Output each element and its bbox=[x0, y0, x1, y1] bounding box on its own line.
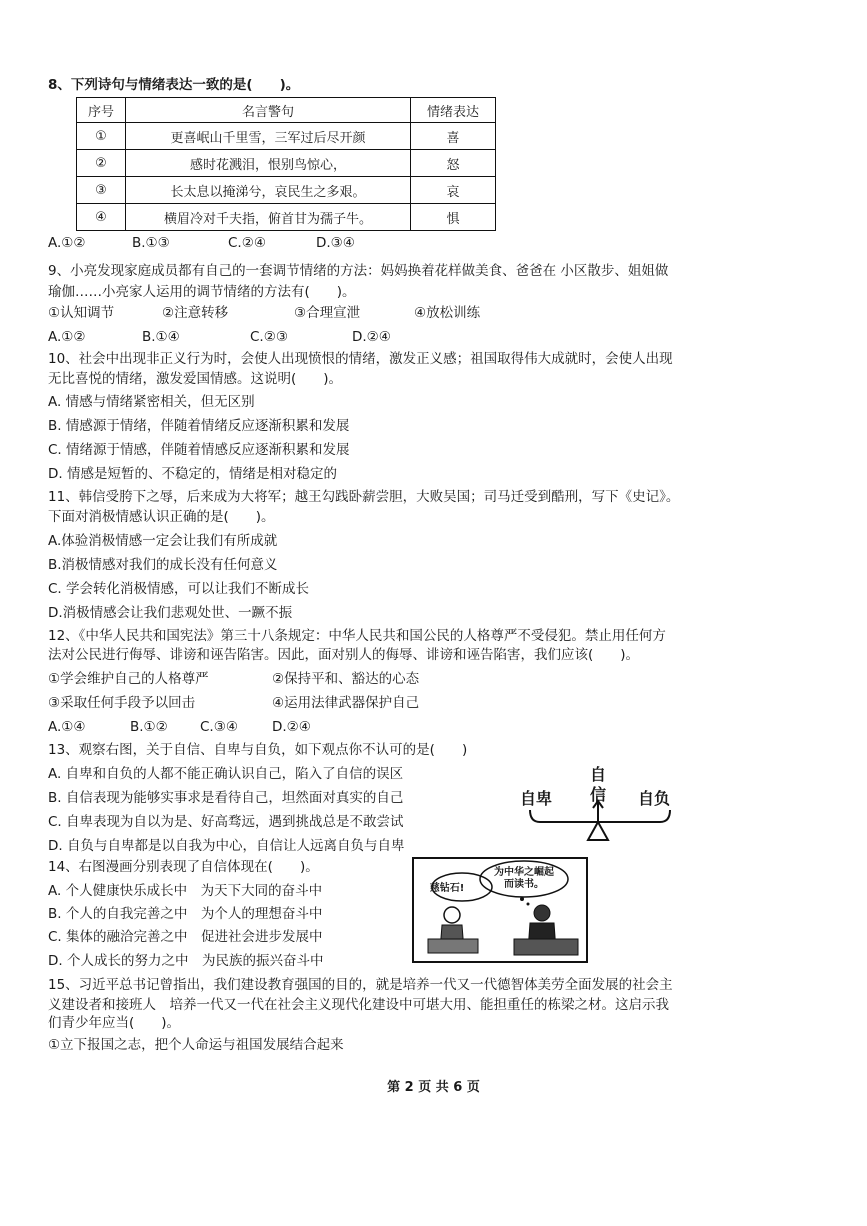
figure-label-left: 自卑 bbox=[520, 789, 553, 808]
table-header-row bbox=[77, 98, 496, 123]
table-cell: 更喜岷山千里雪，三军过后尽开颜 bbox=[126, 123, 411, 150]
table-header: 名言警句 bbox=[126, 98, 411, 123]
table-cell: 哀 bbox=[411, 177, 496, 204]
balance-scale-icon bbox=[520, 758, 700, 848]
question-9-stem: 9、小亮发现家庭成员都有自己的一套调节情绪的方法：妈妈换着花样做美食、爸爸在 小区散步、姐姐做 bbox=[48, 263, 669, 279]
table-cell: 怒 bbox=[411, 150, 496, 177]
table-cell: 惧 bbox=[411, 204, 496, 231]
comic-left-bubble: 慈钻石! bbox=[429, 883, 465, 894]
comic-drawing bbox=[414, 859, 586, 961]
table-cell: ① bbox=[77, 123, 126, 150]
page-footer: 第 2 页 共 6 页 bbox=[387, 1080, 480, 1095]
option-b: B.①② bbox=[130, 719, 168, 735]
question-15-stem: 15、习近平总书记曾指出，我们建设教育强国的目的，就是培养一代又一代德智体美劳全面发展的社会主 bbox=[48, 977, 673, 993]
statement-3: ③合理宣泄 bbox=[294, 305, 361, 321]
option-a: A.①② bbox=[48, 235, 86, 251]
question-15-stem-cont: 义建设者和接班人 培养一代又一代在社会主义现代化建设中可堪大用、能担重任的栋梁之材。这启示我 bbox=[48, 997, 669, 1013]
option-b: B. 情感源于情绪，伴随着情绪反应逐渐积累和发展 bbox=[48, 418, 350, 434]
option-c: C.②④ bbox=[228, 235, 266, 251]
table-cell: 长太息以掩涕兮，哀民生之多艰。 bbox=[126, 177, 411, 204]
table-header: 情绪表达 bbox=[411, 98, 496, 123]
question-10-stem: 10、社会中出现非正义行为时，会使人出现愤恨的情绪，激发正义感；祖国取得伟大成就时，会使人出现 bbox=[48, 351, 673, 367]
question-12-stem-cont: 法对公民进行侮辱、诽谤和诬告陷害。因此，面对别人的侮辱、诽谤和诬告陷害，我们应该( )。 bbox=[48, 647, 640, 663]
statement-1: ①立下报国之志，把个人命运与祖国发展结合起来 bbox=[48, 1037, 344, 1053]
option-d: D. 个人成长的努力之中 为民族的振兴奋斗中 bbox=[48, 953, 324, 969]
option-d: D.②④ bbox=[272, 719, 311, 735]
table-row bbox=[77, 204, 496, 231]
table-cell: 喜 bbox=[411, 123, 496, 150]
question-11-stem: 11、韩信受胯下之辱，后来成为大将军；越王勾践卧薪尝胆，大败吴国；司马迁受到酷刑，写下《史记》。 bbox=[48, 489, 680, 505]
option-b: B. 个人的自我完善之中 为个人的理想奋斗中 bbox=[48, 906, 323, 922]
statement-3: ③采取任何手段予以回击 bbox=[48, 695, 196, 711]
option-b: B.①③ bbox=[132, 235, 170, 251]
table-row bbox=[77, 123, 496, 150]
option-c: C. 自卑表现为自以为是、好高骛远，遇到挑战总是不敢尝试 bbox=[48, 814, 404, 830]
statement-4: ④放松训练 bbox=[414, 305, 481, 321]
table-cell: 感时花溅泪，恨别鸟惊心， bbox=[126, 150, 411, 177]
figure-label-top-2: 信 bbox=[590, 785, 607, 804]
question-11-stem-cont: 下面对消极情感认识正确的是( )。 bbox=[48, 509, 275, 525]
option-a: A. 个人健康快乐成长中 为天下大同的奋斗中 bbox=[48, 883, 323, 899]
question-12-stem: 12、《中华人民共和国宪法》第三十八条规定：中华人民共和国公民的人格尊严不受侵犯。禁止用任何方 bbox=[48, 628, 666, 644]
statement-4: ④运用法律武器保护自己 bbox=[272, 695, 420, 711]
option-c: C. 学会转化消极情感，可以让我们不断成长 bbox=[48, 581, 310, 597]
table-row bbox=[77, 150, 496, 177]
confidence-balance-figure bbox=[520, 758, 700, 848]
question-13-stem: 13、观察右图，关于自信、自卑与自负，如下观点你不认可的是( ) bbox=[48, 742, 468, 758]
statement-2: ②保持平和、豁达的心态 bbox=[272, 671, 420, 687]
option-b: B. 自信表现为能够实事求是看待自己，坦然面对真实的自己 bbox=[48, 790, 404, 806]
table-row bbox=[77, 177, 496, 204]
option-c: C.②③ bbox=[250, 329, 288, 345]
option-b: B.消极情感对我们的成长没有任何意义 bbox=[48, 557, 278, 573]
option-c: C.③④ bbox=[200, 719, 238, 735]
option-b: B.①④ bbox=[142, 329, 180, 345]
question-14-stem: 14、右图漫画分别表现了自信体现在( )。 bbox=[48, 859, 319, 875]
statement-2: ②注意转移 bbox=[162, 305, 229, 321]
option-d: D.②④ bbox=[352, 329, 391, 345]
option-a: A.体验消极情感一定会让我们有所成就 bbox=[48, 533, 278, 549]
table-header: 序号 bbox=[77, 98, 126, 123]
question-15-stem-cont2: 们青少年应当( )。 bbox=[48, 1015, 181, 1031]
option-d: D. 情感是短暂的、不稳定的，情绪是相对稳定的 bbox=[48, 466, 337, 482]
option-a: A. 自卑和自负的人都不能正确认识自己，陷入了自信的误区 bbox=[48, 766, 404, 782]
option-d: D.消极情感会让我们悲观处世、一蹶不振 bbox=[48, 605, 293, 621]
option-c: C. 集体的融洽完善之中 促进社会进步发展中 bbox=[48, 929, 323, 945]
option-d: D. 自负与自卑都是以自我为中心，自信让人远离自负与自卑 bbox=[48, 838, 405, 854]
comic-right-bubble: 为中华之崛起而读书。 bbox=[494, 867, 554, 890]
question-9-stem-cont: 瑜伽……小亮家人运用的调节情绪的方法有( )。 bbox=[48, 284, 356, 300]
figure-label-right: 自负 bbox=[638, 789, 671, 808]
option-a: A.①② bbox=[48, 329, 86, 345]
table-cell: 横眉冷对千夫指，俯首甘为孺子牛。 bbox=[126, 204, 411, 231]
quote-emotion-table bbox=[76, 97, 496, 231]
option-c: C. 情绪源于情感，伴随着情感反应逐渐积累和发展 bbox=[48, 442, 350, 458]
table-cell: ② bbox=[77, 150, 126, 177]
question-10-stem-cont: 无比喜悦的情绪，激发爱国情感。这说明( )。 bbox=[48, 371, 343, 387]
table-cell: ③ bbox=[77, 177, 126, 204]
comic-illustration bbox=[412, 857, 588, 963]
option-a: A. 情感与情绪紧密相关，但无区别 bbox=[48, 394, 255, 410]
table-cell: ④ bbox=[77, 204, 126, 231]
option-d: D.③④ bbox=[316, 235, 355, 251]
option-a: A.①④ bbox=[48, 719, 86, 735]
figure-label-top-1: 自 bbox=[590, 765, 607, 784]
statement-1: ①学会维护自己的人格尊严 bbox=[48, 671, 209, 687]
statement-1: ①认知调节 bbox=[48, 305, 115, 321]
question-8-stem: 8、下列诗句与情绪表达一致的是( )。 bbox=[48, 77, 300, 93]
